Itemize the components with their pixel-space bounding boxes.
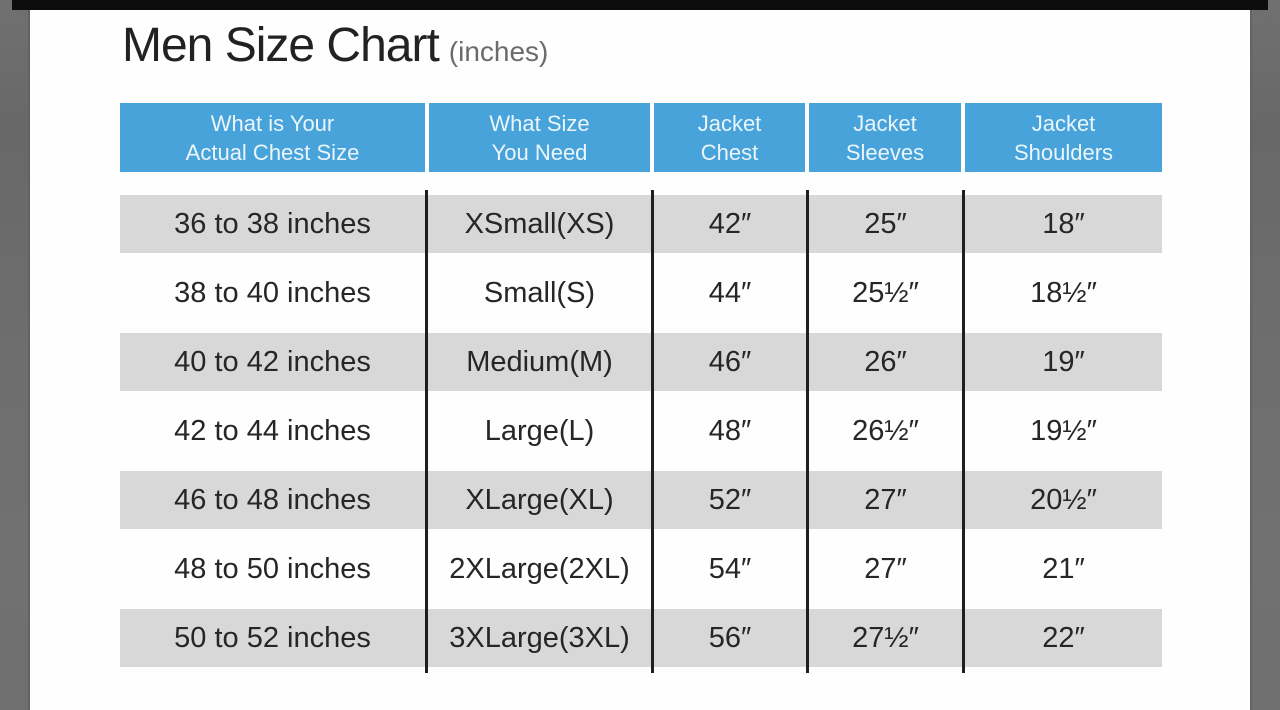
- cell-size-name: Small(S): [483, 277, 596, 309]
- cell-jacket-chest: 46″: [708, 346, 752, 378]
- column-divider: [425, 190, 428, 673]
- cell-chest-range: 46 to 48 inches: [174, 484, 371, 516]
- column-divider: [962, 190, 965, 673]
- letterbox-top-bar: [12, 0, 1268, 10]
- cell-jacket-sleeves: 27″: [864, 553, 907, 585]
- page-title: [122, 18, 548, 73]
- column-header-line: What is Your: [210, 110, 335, 136]
- cell-chest-range: 36 to 38 inches: [174, 208, 371, 240]
- table-row: [120, 190, 1162, 259]
- column-divider: [806, 190, 809, 673]
- cell-chest-range: 38 to 40 inches: [174, 277, 371, 309]
- table-row: [120, 328, 1162, 397]
- column-header-line: What Size: [489, 110, 590, 136]
- table-row: [120, 535, 1162, 604]
- cell-jacket-sleeves: 27½″: [852, 622, 919, 654]
- cell-jacket-sleeves: 27″: [864, 484, 907, 516]
- cell-jacket-chest: 48″: [708, 415, 752, 447]
- column-header-line: Jacket: [1031, 110, 1096, 136]
- cell-jacket-sleeves: 25″: [864, 208, 907, 240]
- title-text: Men Size Chart: [122, 19, 439, 72]
- column-header-line: You Need: [491, 139, 588, 165]
- table-row: [120, 466, 1162, 535]
- column-header-chest-size: [120, 103, 425, 172]
- cell-jacket-shoulders: 18″: [1042, 208, 1085, 240]
- column-header-line: Sleeves: [845, 139, 925, 165]
- cell-size-name: Large(L): [484, 415, 595, 447]
- table-row: [120, 259, 1162, 328]
- cell-size-name: 2XLarge(2XL): [449, 553, 630, 585]
- cell-size-name: XSmall(XS): [464, 208, 615, 240]
- cell-size-name: XLarge(XL): [465, 484, 614, 516]
- column-header-line: Jacket: [853, 110, 917, 136]
- table-row: [120, 604, 1162, 673]
- column-header-jacket-chest: [654, 103, 805, 172]
- cell-chest-range: 40 to 42 inches: [174, 346, 371, 378]
- cell-size-name: 3XLarge(3XL): [449, 622, 630, 654]
- pillarbox-right: [1250, 0, 1280, 710]
- cell-chest-range: 50 to 52 inches: [174, 622, 371, 654]
- column-header-jacket-sleeves: [809, 103, 961, 172]
- size-chart-body: [120, 190, 1162, 673]
- column-header-size-needed: [429, 103, 650, 172]
- column-header-line: Chest: [700, 139, 759, 165]
- table-row: [120, 397, 1162, 466]
- cell-jacket-chest: 56″: [708, 622, 752, 654]
- column-header-jacket-shoulders: [965, 103, 1162, 172]
- cell-jacket-sleeves: 26½″: [852, 415, 919, 447]
- cell-jacket-shoulders: 18½″: [1030, 277, 1097, 309]
- cell-jacket-shoulders: 22″: [1042, 622, 1085, 654]
- cell-jacket-sleeves: 26″: [864, 346, 907, 378]
- size-chart-header-row: [120, 103, 1162, 172]
- column-header-line: Jacket: [697, 110, 762, 136]
- cell-jacket-chest: 42″: [708, 208, 752, 240]
- cell-jacket-chest: 54″: [708, 553, 752, 585]
- cell-jacket-shoulders: 19½″: [1030, 415, 1097, 447]
- cell-jacket-shoulders: 19″: [1042, 346, 1085, 378]
- cell-jacket-sleeves: 25½″: [852, 277, 919, 309]
- cell-jacket-chest: 44″: [708, 277, 752, 309]
- column-header-line: Shoulders: [1013, 139, 1114, 165]
- cell-jacket-chest: 52″: [708, 484, 752, 516]
- cell-chest-range: 48 to 50 inches: [174, 553, 371, 585]
- column-divider: [651, 190, 654, 673]
- cell-chest-range: 42 to 44 inches: [174, 415, 371, 447]
- pillarbox-left: [0, 0, 30, 710]
- cell-jacket-shoulders: 21″: [1042, 553, 1085, 585]
- column-header-line: Actual Chest Size: [185, 139, 360, 165]
- cell-size-name: Medium(M): [466, 346, 613, 378]
- title-unit-label: (inches): [448, 36, 549, 67]
- cell-jacket-shoulders: 20½″: [1030, 484, 1097, 516]
